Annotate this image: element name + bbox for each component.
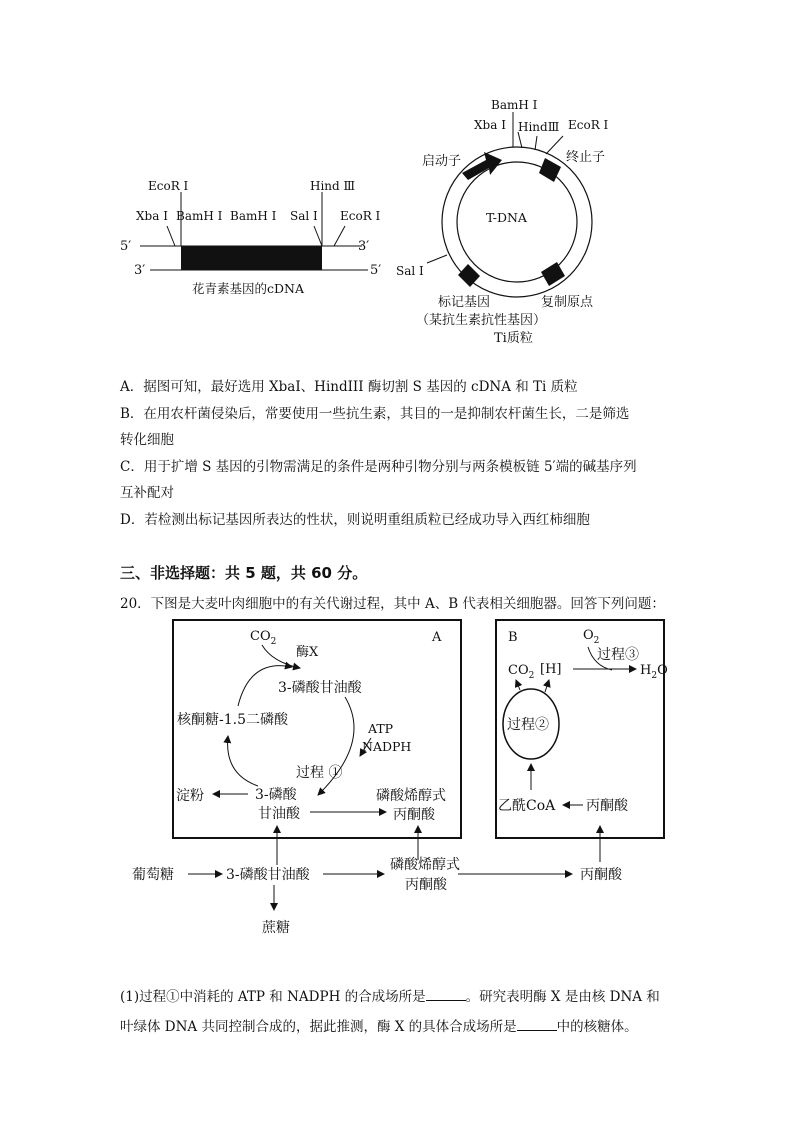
cdna-3-bottom: 3′ [134,263,146,278]
ti-xbai-label: Xba Ⅰ [474,118,506,132]
sub1-part2: 。研究表明酶 X 是由核 DNA 和 [465,989,660,1005]
cdna-5-bottom: 5′ [370,263,382,278]
cdna-gene-block [181,246,322,270]
g3p-outside-label: 3-磷酸甘油酸 [226,867,310,883]
ti-ecori-label: EcoR Ⅰ [568,118,609,132]
pep-a-line2: 丙酮酸 [393,807,435,823]
b-co2-label: $CO_2$ [508,663,535,681]
option-c: C．用于扩增 S 基因的引物需满足的条件是两种引物分别与两条模板链 5′端的碱基序列 [120,459,637,475]
cdna-ecori-right-label: EcoR Ⅰ [340,209,381,223]
ti-sali-label: Sal Ⅰ [396,264,424,278]
pep-out-line1: 磷酸烯醇式 [390,857,460,873]
metabolism-diagram [132,620,668,936]
process-1-label: 过程 ① [296,765,343,781]
box-a-label: A [432,630,442,645]
ti-hindiii-label: HindⅢ [518,120,560,134]
ti-ori-label: 复制原点 [541,295,594,310]
b-o2-label: $O_2$ [583,628,600,646]
rubp-label: 核酮糖-1.5二磷酸 [177,712,288,728]
pga-top-label: 3-磷酸甘油酸 [278,680,362,696]
cdna-diagram [120,179,381,296]
enzyme-x-label: 酶X [296,645,319,660]
marker-gene-block [458,264,480,287]
section-title: 三、非选择题：共 5 题，共 60 分。 [120,564,368,582]
pep-a-line1: 磷酸烯醇式 [376,788,446,804]
cdna-sali-label: Sal Ⅰ [290,209,318,223]
pep-out-line2: 丙酮酸 [405,877,447,893]
answer-blank-2[interactable] [517,1016,557,1031]
g3p-line2: 甘油酸 [258,806,300,822]
sub1-part3: 叶绿体 DNA 共同控制合成的，据此推测，酶 X 的具体合成场所是 [120,1019,517,1035]
b-pyruvate-label: 丙酮酸 [586,798,628,814]
ti-terminator-label: 终止子 [566,150,606,165]
b-acetylcoa-label: 乙酰CoA [498,798,556,814]
co2-label: $CO_2$ [250,629,277,647]
option-d: D．若检测出标记基因所表达的性状，则说明重组质粒已经成功导入西红柿细胞 [120,512,590,528]
answer-blank-1[interactable] [426,986,466,1001]
cdna-bamhi-2-label: BamH Ⅰ [230,209,277,223]
cdna-hindiii-label: Hind Ⅲ [310,179,356,193]
option-a: A．据图可知，最好选用 XbaI、HindIII 酶切割 S 基因的 cDNA 和 Ti 质粒 [120,379,578,395]
glucose-label: 葡萄糖 [132,867,174,883]
sub1-part1: (1)过程①中消耗的 ATP 和 NADPH 的合成场所是 [120,989,426,1005]
ti-plasmid-diagram [396,98,609,346]
option-b-cont: 转化细胞 [120,432,174,448]
question-20: 20．下图是大麦叶肉细胞中的有关代谢过程，其中 A、B 代表相关细胞器。回答下列问题： [120,596,665,612]
cdna-bamhi-1-label: BamH Ⅰ [176,209,223,223]
option-b: B．在用农杆菌侵染后，常要使用一些抗生素，其目的一是抑制农杆菌生长，二是筛选 [120,406,630,422]
ti-promoter-label: 启动子 [422,154,462,169]
atp-label: ATP [368,721,394,736]
ti-bamhi-label: BamH Ⅰ [491,98,538,112]
g3p-line1: 3-磷酸 [255,787,297,803]
cdna-gene-label: 花青素基因的cDNA [192,281,304,296]
sub1-part4: 中的核糖体。 [556,1019,638,1035]
b-process2-label: 过程② [507,717,549,733]
sucrose-label: 蔗糖 [262,920,290,936]
ti-name-label: Ti质粒 [494,331,533,346]
b-process3-label: 过程③ [597,647,639,663]
option-c-cont: 互补配对 [120,485,174,501]
cdna-ecori-top-label: EcoR Ⅰ [148,179,189,193]
ti-tdna-label: T-DNA [486,210,527,225]
b-h2o-label: $H_2O$ [640,663,668,681]
b-h-label: [H] [540,662,562,677]
sub-question-1 [120,982,685,1042]
cdna-3-top: 3′ [358,239,370,254]
starch-label: 淀粉 [176,788,204,804]
box-b-label: B [508,630,518,645]
pyruvate-out-label: 丙酮酸 [580,867,622,883]
ti-marker-note: （某抗生素抗性基因） [416,313,547,328]
cdna-xbai-label: Xba Ⅰ [136,209,168,223]
nadph-label: NADPH [362,739,412,754]
cdna-5-top: 5′ [120,239,132,254]
ti-marker-label: 标记基因 [438,295,491,310]
